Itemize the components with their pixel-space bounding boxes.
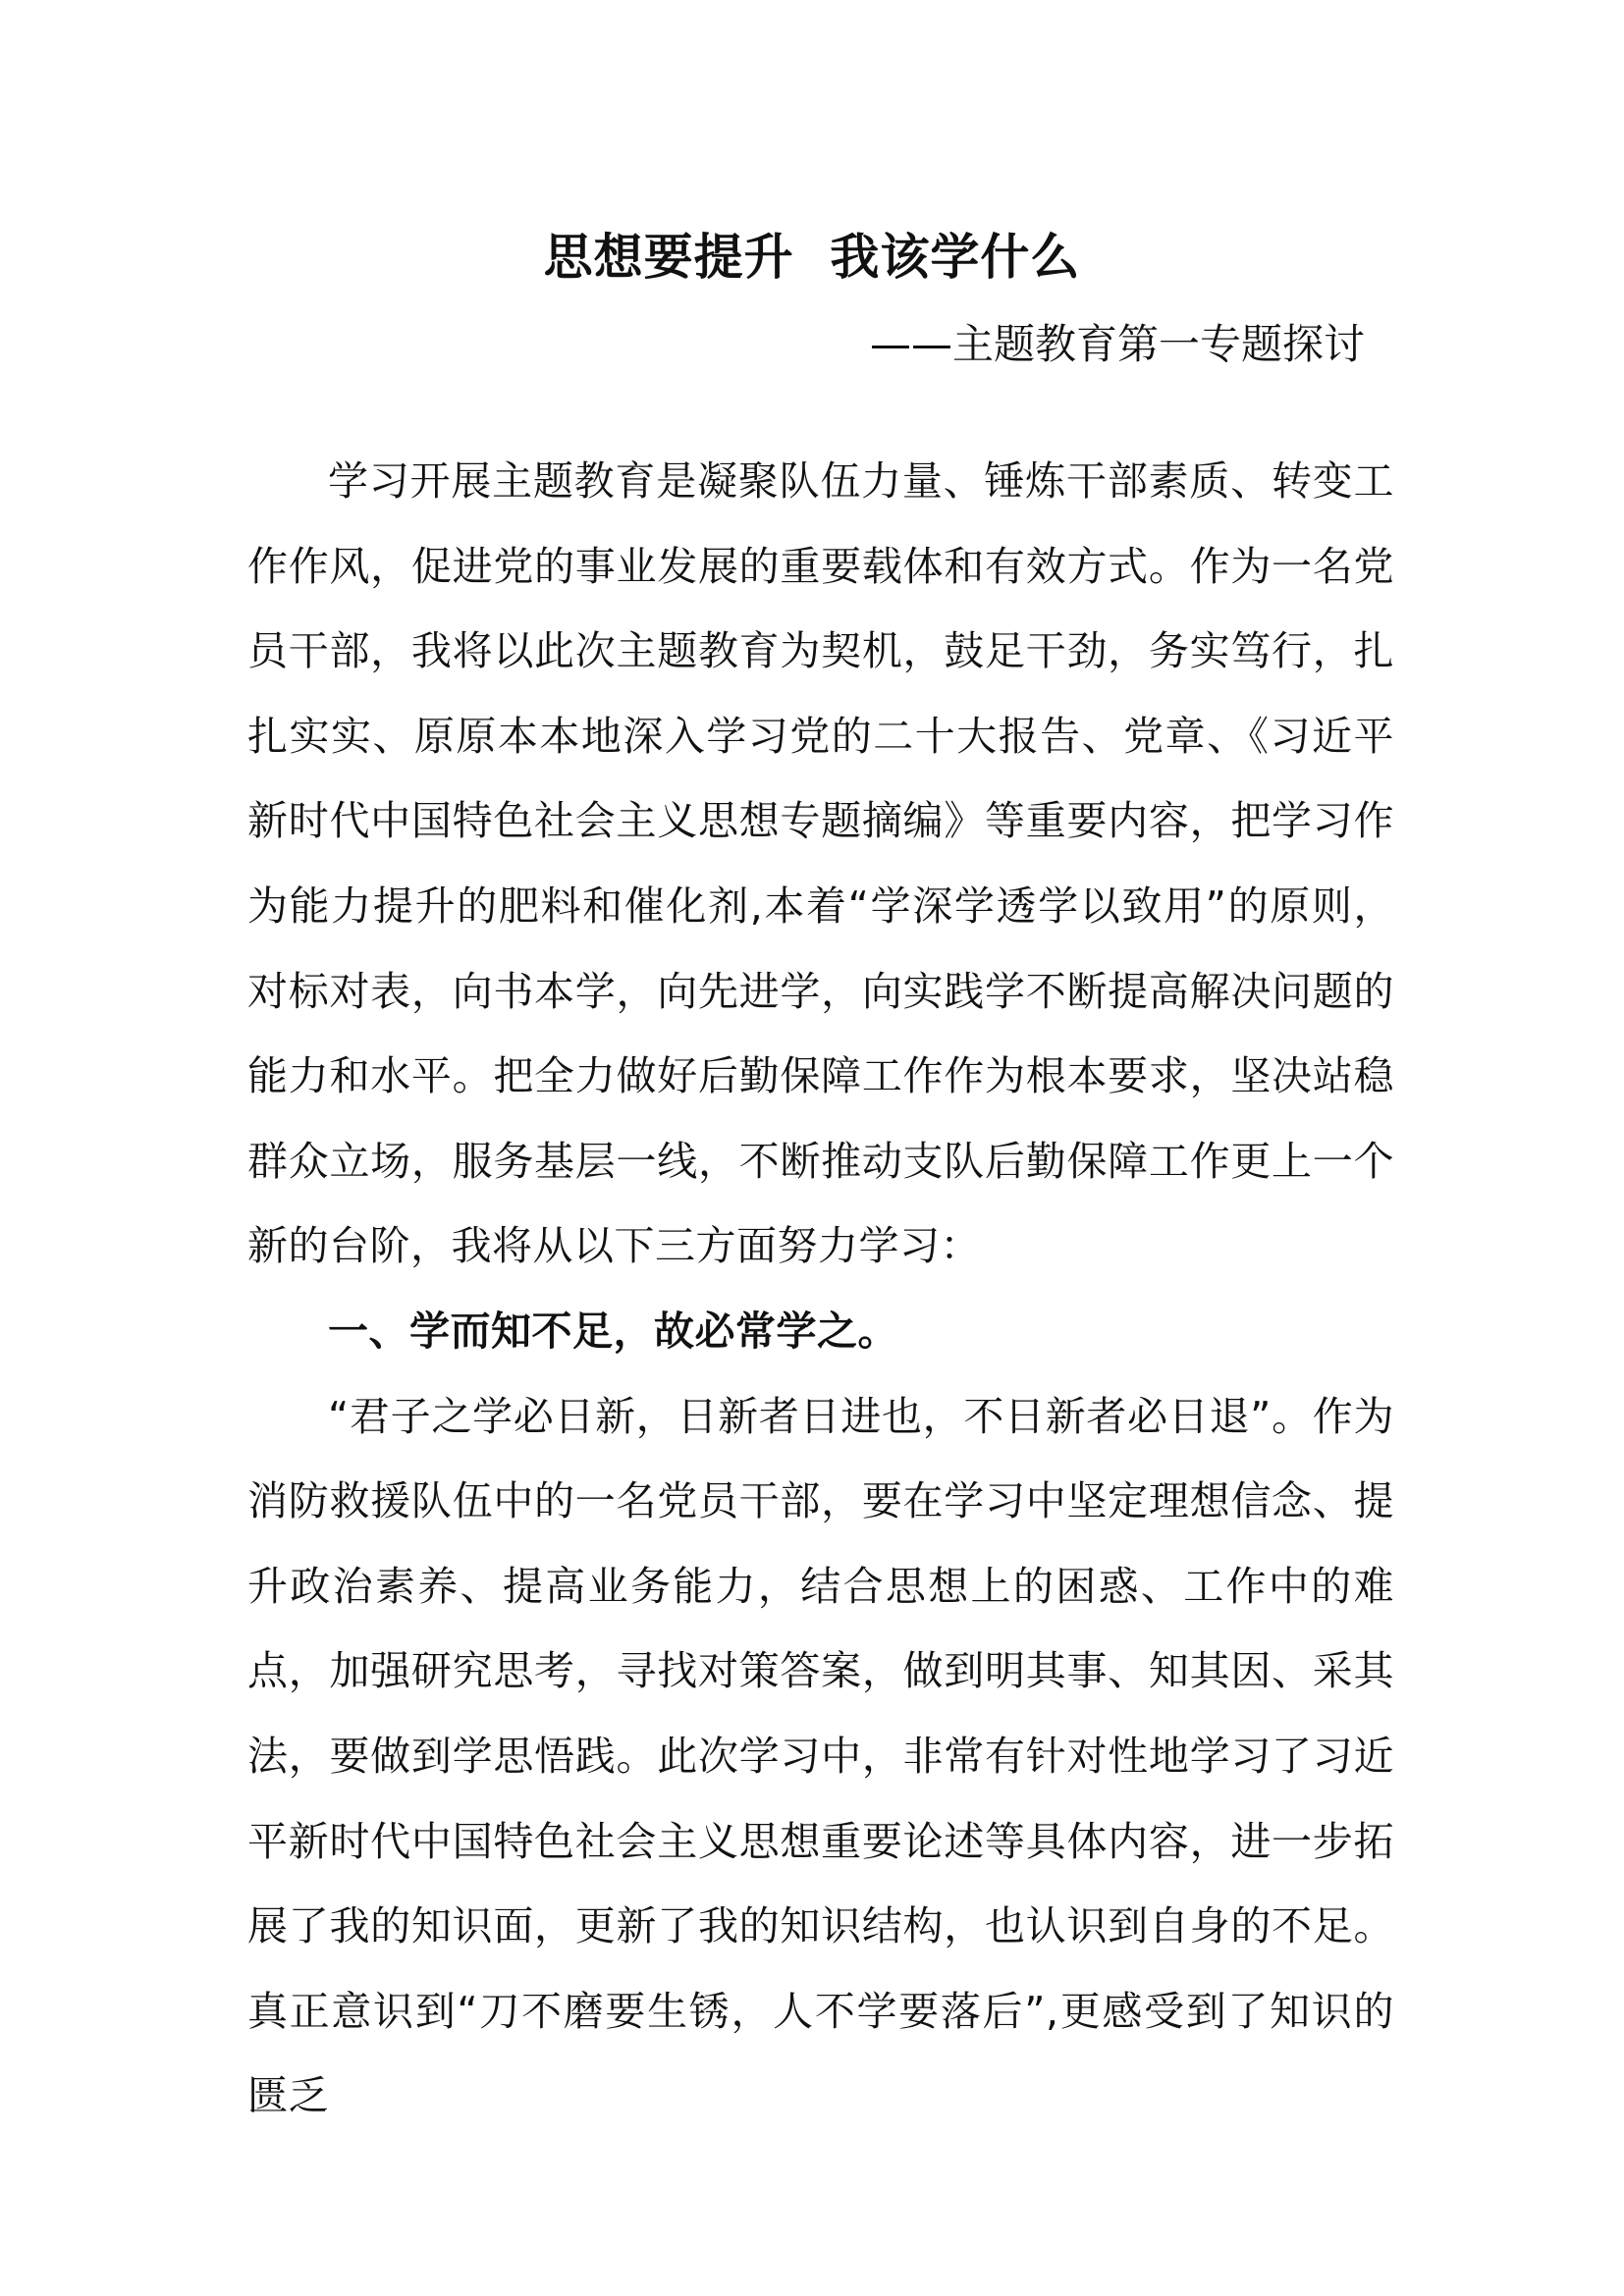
document-body <box>247 439 1394 2139</box>
document-subtitle: ——主题教育第一专题探讨 <box>870 320 1366 368</box>
section-1-paragraph: “君子之学必日新，日新者日进也，不日新者必日退”。作为消防救援队伍中的一名党员干部，要在学习中坚定理想信念、提升政治素养、提高业务能力，结合思想上的困惑、工作中的难点，加强研究思考，寻找对策答案，做到明其事、知其因、采其法，要做到学思悟践。此次学习中，非常有针对性地学习了习近平新时代中国特色社会主义思想重要论述等具体内容，进一步拓展了我的知识面，更新了我的知识结构，也认识到自身的不足。真正意识到“刀不磨要生锈，人不学要落后”,更感受到了知识的匮乏 <box>247 1392 1394 2120</box>
document-title: 思想要提升 我该学什么 <box>543 229 1081 286</box>
intro-paragraph: 学习开展主题教育是凝聚队伍力量、锤炼干部素质、转变工作作风，促进党的事业发展的重要载体和有效方式。作为一名党员干部，我将以此次主题教育为契机，鼓足干劲，务实笃行，扎扎实实、原原本本地深入学习党的二十大报告、党章、《习近平新时代中国特色社会主义思想专题摘编》等重要内容，把学习作为能力提升的肥料和催化剂,本着“学深学透学以致用”的原则，对标对表，向书本学，向先进学，向实践学不断提高解决问题的能力和水平。把全力做好后勤保障工作作为根本要求，坚决站稳群众立场，服务基层一线，不断推动支队后勤保障工作更上一个新的台阶，我将从以下三方面努力学习： <box>247 457 1394 1270</box>
section-heading-1: 一、学而知不足，故必常学之。 <box>328 1307 898 1355</box>
